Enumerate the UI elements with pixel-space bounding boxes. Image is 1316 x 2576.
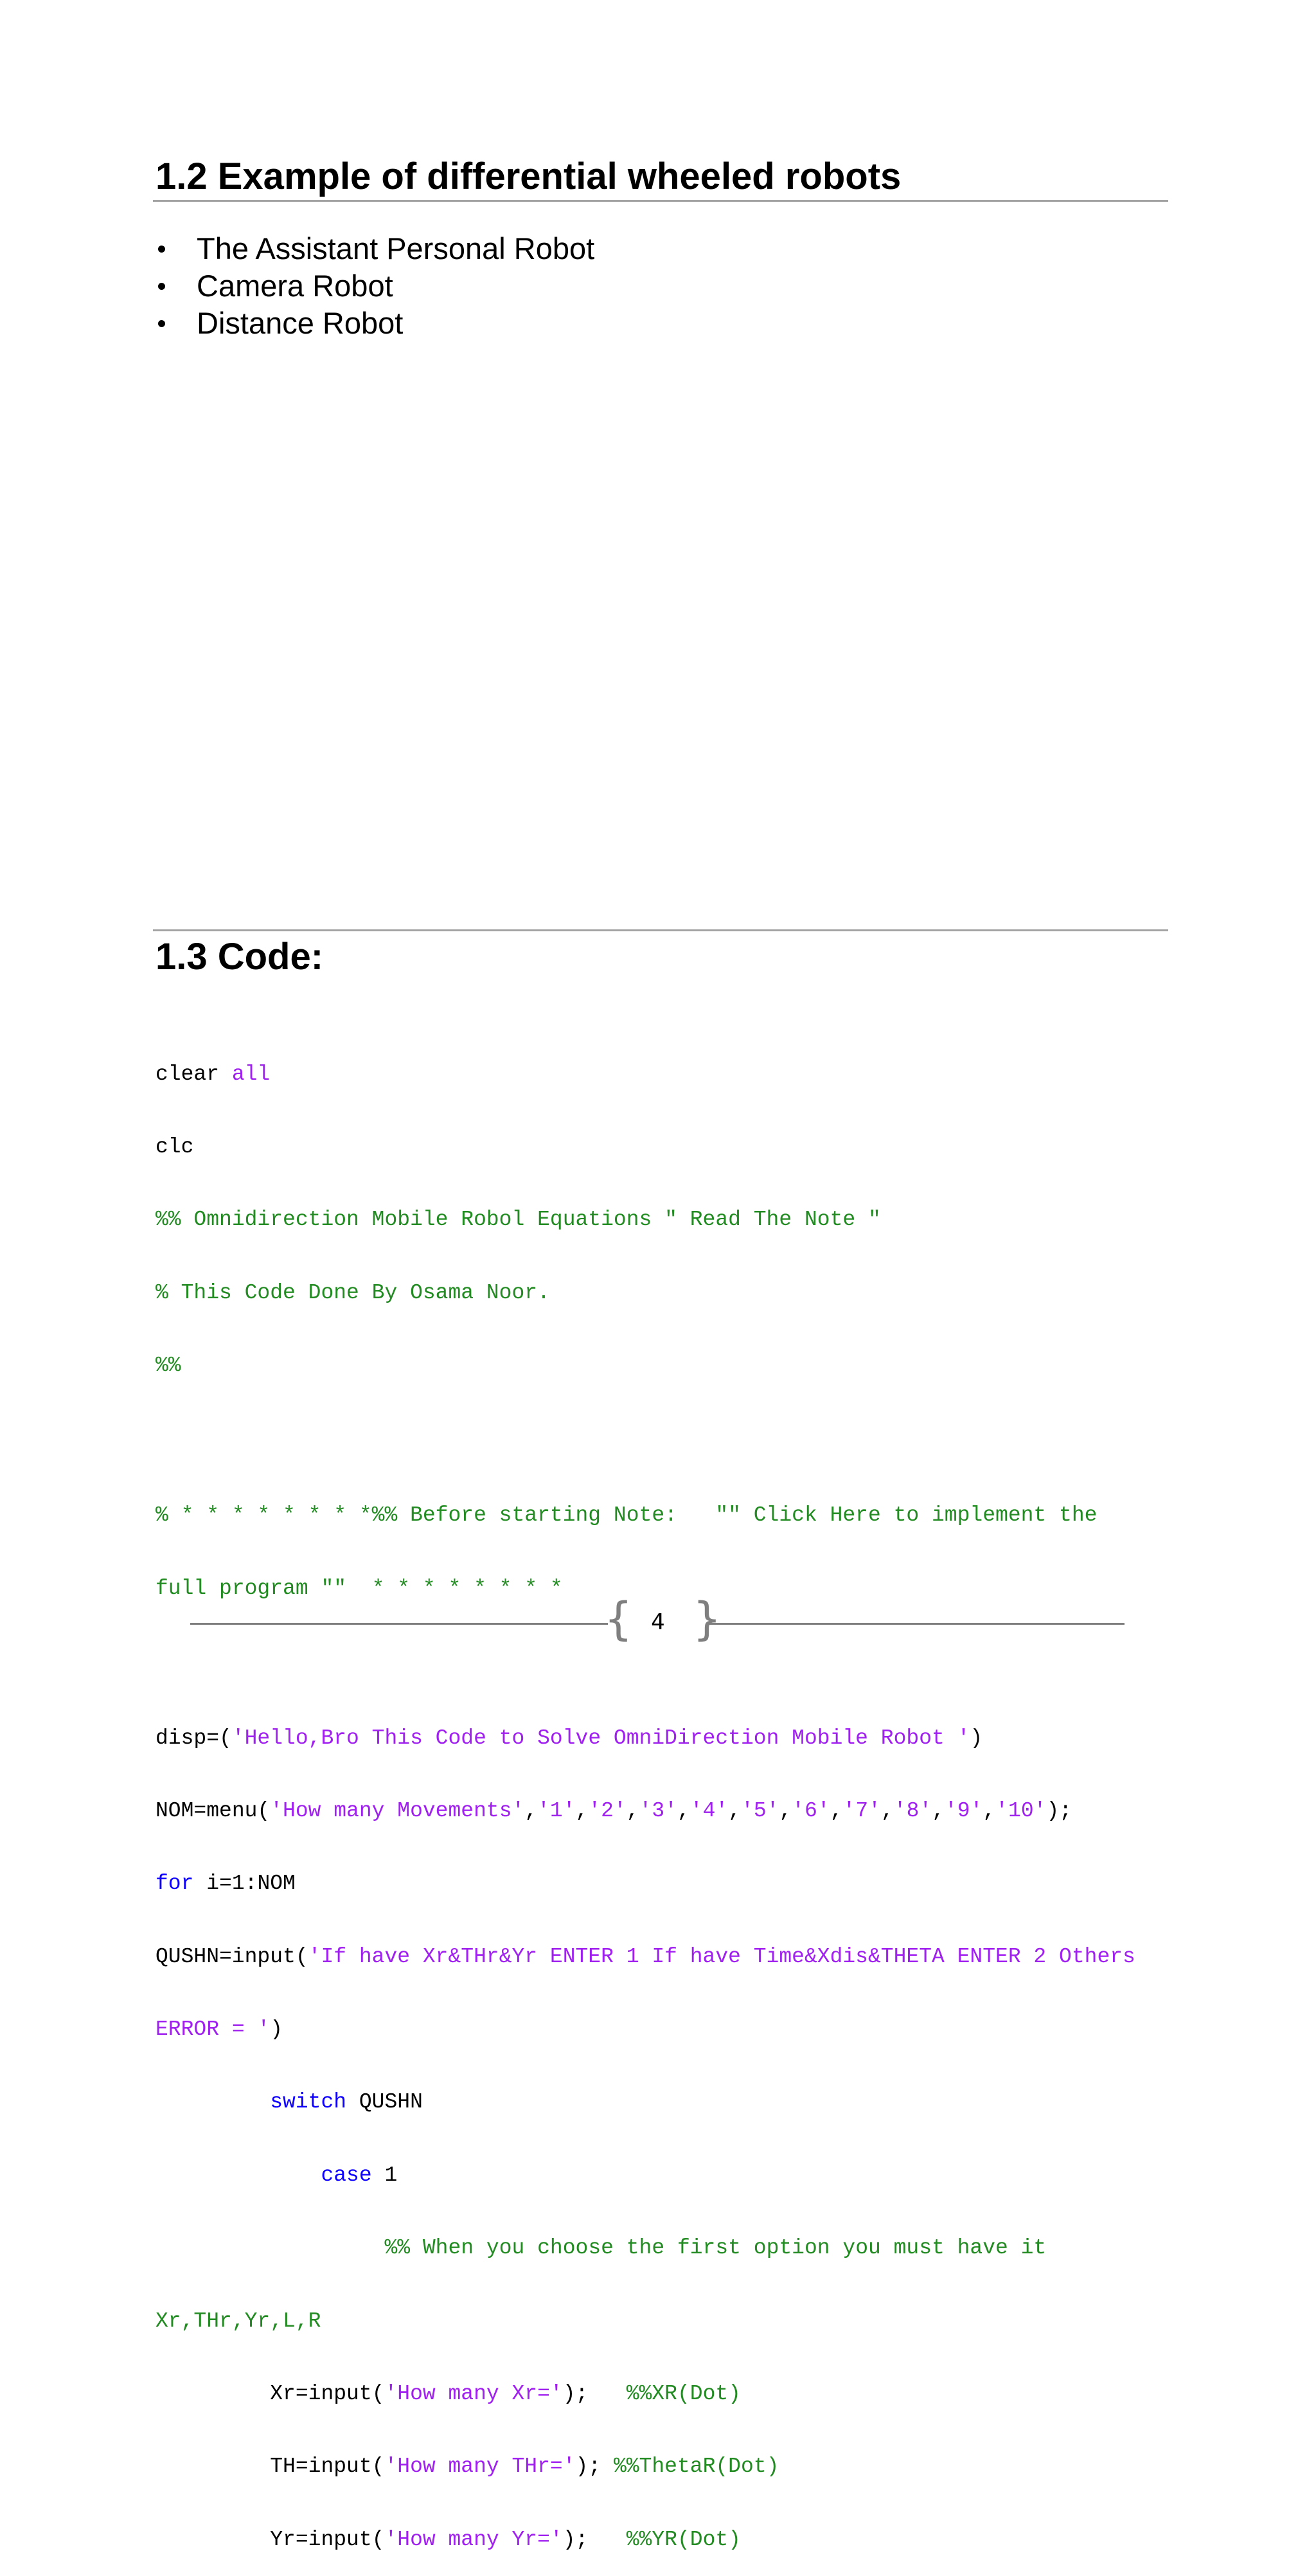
robot-examples-list xyxy=(156,230,594,342)
code-line: QUSHN=input('If have Xr&THr&Yr ENTER 1 If have Time&Xdis&THETA ENTER 2 Others xyxy=(156,1944,1135,1969)
code-block xyxy=(156,1014,1135,2576)
code-blank-line xyxy=(156,1649,1135,1677)
code-blank-line xyxy=(156,1427,1135,1455)
bullet-icon xyxy=(158,320,165,327)
code-comment: full program "" * * * * * * * * xyxy=(156,1576,563,1600)
footer-divider-left xyxy=(190,1623,608,1625)
section-divider xyxy=(153,200,1168,202)
code-line: clear all xyxy=(156,1062,271,1086)
code-comment: %% Omnidirection Mobile Robol Equations " Read The Note " xyxy=(156,1208,881,1232)
code-line: ERROR = ') xyxy=(156,2017,283,2042)
code-line: disp=('Hello,Bro This Code to Solve OmniDirection Mobile Robot ') xyxy=(156,1726,983,1750)
bullet-icon xyxy=(158,246,165,253)
code-comment: Xr,THr,Yr,L,R xyxy=(156,2309,321,2333)
code-line: case 1 xyxy=(321,2163,398,2187)
code-line: for i=1:NOM xyxy=(156,1872,296,1896)
code-line: switch QUSHN xyxy=(270,2090,423,2115)
left-brace-icon: { xyxy=(604,1593,633,1645)
section-divider xyxy=(153,929,1168,931)
section-title-code: 1.3 Code: xyxy=(156,936,324,978)
list-item: Camera Robot xyxy=(156,267,594,305)
code-line: TH=input('How many THr='); %%ThetaR(Dot) xyxy=(156,2455,779,2479)
page-number: 4 xyxy=(651,1609,665,1635)
footer-divider-right xyxy=(707,1623,1125,1625)
code-line: %% When you choose the first option you must have it xyxy=(384,2236,1047,2260)
section-title-example-robots: 1.2 Example of differential wheeled robots xyxy=(156,156,902,197)
code-line: Yr=input('How many Yr='); %%YR(Dot) xyxy=(156,2527,741,2552)
code-comment: % This Code Done By Osama Noor. xyxy=(156,1280,550,1305)
code-comment: %% xyxy=(156,1354,181,1378)
code-comment: % * * * * * * * *%% Before starting Note: "" Click Here to implement the xyxy=(156,1503,1098,1528)
list-item: The Assistant Personal Robot xyxy=(156,230,594,267)
list-item: Distance Robot xyxy=(156,305,594,342)
code-line: clc xyxy=(156,1134,194,1159)
code-line: NOM=menu('How many Movements','1','2','3','4','5','6','7','8','9','10'); xyxy=(156,1798,1072,1823)
code-line: Xr=input('How many Xr='); %%XR(Dot) xyxy=(156,2382,741,2406)
right-brace-icon: } xyxy=(693,1593,722,1645)
bullet-icon xyxy=(158,283,165,290)
